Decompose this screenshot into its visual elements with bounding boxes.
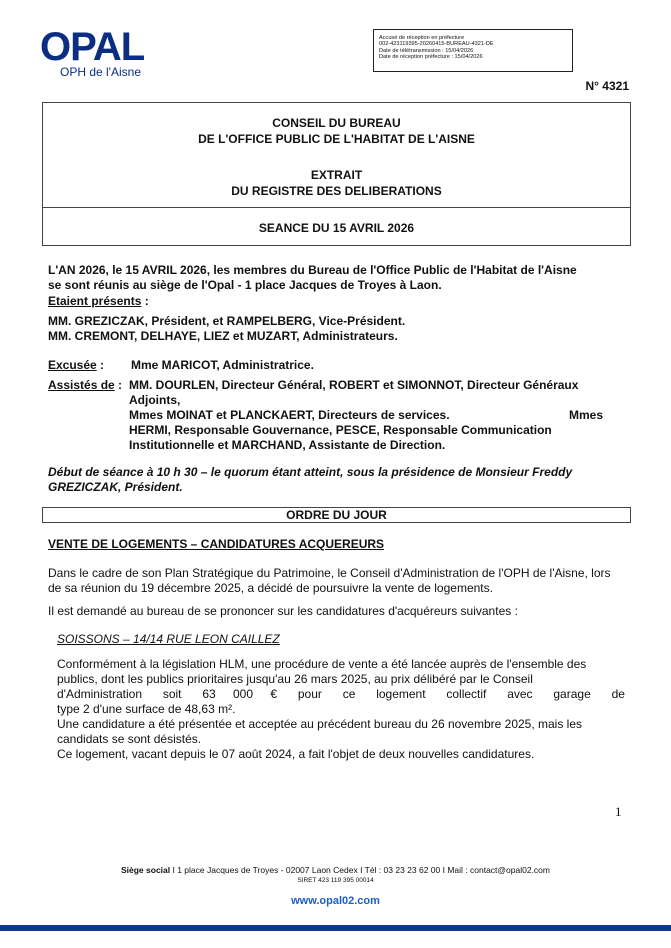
start-line: Début de séance à 10 h 30 – le quorum étant atteint, sous la présidence de Monsieur Freddy [48,465,573,479]
word: pour [297,687,322,701]
word: logement [376,687,426,701]
paragraph-line: de sa réunion du 19 décembre 2025, a décidé de poursuivre la vente de logements. [48,581,493,595]
paragraph-line: publics, dont les publics prioritaires jusqu'au 26 mars 2025, au prix délibéré par le Conseil [57,672,533,686]
paragraph-line: candidats se sont désistés. [57,732,202,746]
excused-text: Mme MARICOT, Administratrice. [131,358,314,372]
excused-colon: : [96,358,105,372]
session-title: SEANCE DU 15 AVRIL 2026 [258,221,415,235]
agenda-box [42,507,631,523]
extract-line: EXTRAIT [310,168,363,182]
title-line: DE L'OFFICE PUBLIC DE L'HABITAT DE L'AISNE [198,132,475,146]
paragraph-3 [57,657,625,762]
document-number: N° 4321 [585,79,629,93]
extract-line: DU REGISTRE DES DELIBERATIONS [231,184,442,198]
word: de [611,687,625,701]
footer-siege-label: Siège social [120,865,171,875]
word: garage [553,687,591,701]
excused-block [48,358,638,373]
paragraph-line: type 2 d'une surface de 48,63 m². [57,702,236,716]
present-label: Etaient présents [48,294,142,308]
stamp-line: 002-423119395-20260415-BUREAU-4321-DE [379,41,494,48]
footer-address [0,865,671,875]
subsection-title: SOISSONS – 14/14 RUE LEON CAILLEZ [57,632,280,646]
paragraph-line: Conformément à la législation HLM, une procédure de vente a été lancée auprès de l'ensemble des [57,657,587,671]
assisted-block [48,378,638,453]
stamp-line: Accusé de réception en préfecture [379,35,465,41]
word: collectif [446,687,487,701]
page-number: 1 [615,804,622,819]
paragraph-2: Il est demandé au bureau de se prononcer sur les candidatures d'acquéreurs suivantes : [48,604,518,618]
stamp-line: Date de réception préfecture : 15/04/2026 [379,54,483,61]
paragraph-line: Ce logement, vacant depuis le 07 août 2024, a fait l'objet de deux nouvelles candidatures. [57,747,535,761]
present-block [48,294,638,344]
footer-website-link[interactable]: www.opal02.com [291,895,380,907]
logo-text: OPAL [40,25,145,69]
paragraph-line: Dans le cadre de son Plan Stratégique du Patrimoine, le Conseil d'Administration de l'OPH de l'Aisne, lors [48,566,611,580]
present-line: MM. CREMONT, DELHAYE, LIEZ et MUZART, Administrateurs. [48,329,398,343]
paragraph-1 [48,566,638,596]
intro-paragraph [48,263,638,293]
intro-line: se sont réunis au siège de l'Opal - 1 place Jacques de Troyes à Laon. [48,278,442,292]
session-box [42,207,631,246]
title-line: CONSEIL DU BUREAU [272,116,401,130]
present-colon: : [141,294,149,308]
word: ce [342,687,356,701]
assisted-line: Mmes [569,408,604,422]
assisted-line: Adjoints, [129,393,181,407]
footer-bar [0,925,671,931]
paragraph-line: Une candidature a été présentée et acceptée au précédent bureau du 26 novembre 2025, mais les [57,717,583,731]
opal-logo [40,27,170,79]
present-line: MM. GREZICZAK, Président, et RAMPELBERG, Vice-Président. [48,314,406,328]
footer-address-text: I 1 place Jacques de Troyes - 02007 Laon Cedex I Tél : 03 23 23 62 00 I Mail : contact@opal02.com [170,865,550,875]
assisted-label: Assistés de [48,378,115,392]
word: soit [162,687,182,701]
prefecture-stamp [373,29,573,72]
stamp-line: Date de télétransmission : 15/04/2026 [379,47,474,54]
assisted-line: HERMI, Responsable Gouvernance, PESCE, Responsable Communication [129,423,552,437]
assisted-line: Institutionnelle et MARCHAND, Assistante de Direction. [129,438,446,452]
excused-label: Excusée [48,358,97,372]
assisted-line: MM. DOURLEN, Directeur Général, ROBERT et SIMONNOT, Directeur Généraux [129,378,579,392]
intro-line: L'AN 2026, le 15 AVRIL 2026, les membres du Bureau de l'Office Public de l'Habitat de l'Aisne [48,263,577,277]
footer-siret: SIRET 423 119 395 00014 [297,877,374,884]
agenda-title: ORDRE DU JOUR [286,508,387,522]
word: d'Administration [57,687,142,701]
section-title: VENTE DE LOGEMENTS – CANDIDATURES ACQUEREURS [48,537,385,551]
logo-subtitle: OPH de l'Aisne [60,65,141,79]
word: avec [507,687,533,701]
session-start [48,465,638,495]
word: 63 000 € [202,687,278,701]
assisted-line: Mmes MOINAT et PLANCKAERT, Directeurs de services. [129,408,450,422]
justified-line [57,687,625,702]
assisted-colon: : [114,378,123,392]
start-line: GREZICZAK, Président. [48,480,183,494]
